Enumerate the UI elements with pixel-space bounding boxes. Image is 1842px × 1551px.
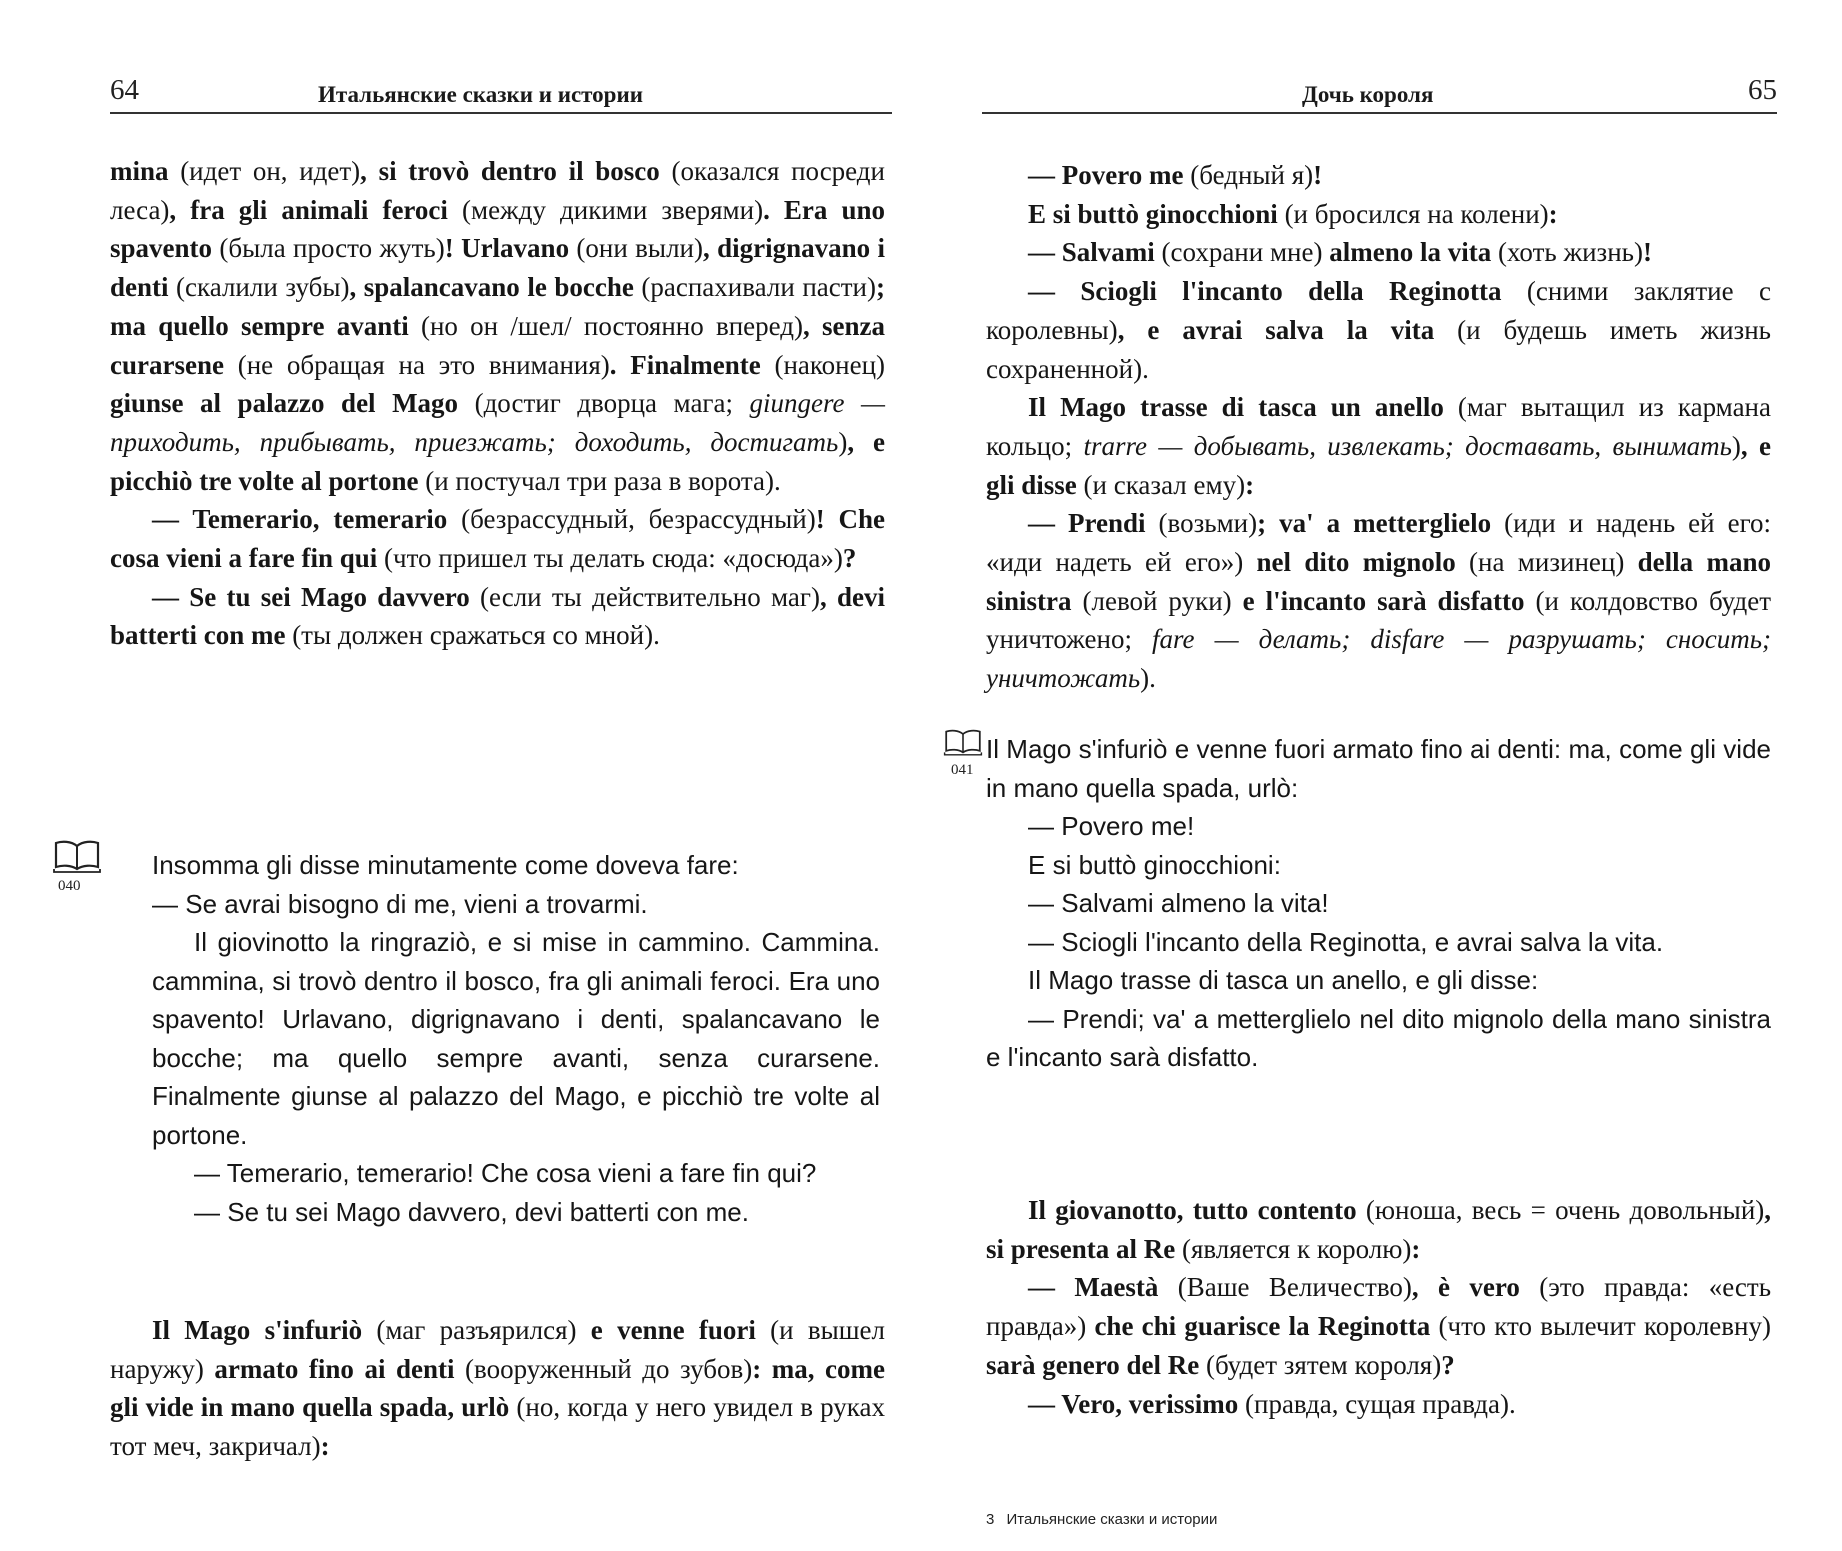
russian-gloss: (достиг дворца мага;	[458, 388, 750, 419]
paragraph	[110, 500, 885, 577]
running-title: Итальянские сказки и истории	[318, 82, 643, 107]
italian-phrase: Il giovanotto, tutto contento	[1028, 1195, 1357, 1225]
italian-phrase: , è vero	[1411, 1272, 1520, 1303]
annotated-text-block	[986, 156, 1771, 698]
paragraph	[110, 1311, 885, 1466]
italian-phrase: Il Mago trasse di tasca un anello	[1028, 392, 1444, 423]
russian-gloss: (на мизинец)	[1455, 547, 1638, 578]
italian-phrase: e l'incanto sarà disfatto	[1242, 585, 1525, 616]
russian-gloss: )	[838, 426, 848, 457]
italian-phrase: ! Che cosa vieni a fare fin qui	[110, 504, 885, 574]
russian-gloss: (бедный я)	[1183, 160, 1314, 190]
italian-phrase: — Se tu sei Mago davvero	[152, 581, 470, 612]
italian-phrase: , e gli disse	[986, 430, 1771, 500]
annotated-text-block	[986, 1191, 1771, 1423]
paragraph	[986, 195, 1771, 234]
russian-gloss: (Ваше Величество)	[1158, 1272, 1412, 1303]
paragraph	[986, 504, 1771, 698]
italian-phrase: ; ma quello sempre avanti	[110, 272, 885, 341]
page-footer	[986, 1511, 1217, 1528]
page-header	[982, 74, 1777, 118]
header-rule	[982, 112, 1777, 114]
russian-gloss: (оказался посреди леса)	[110, 156, 885, 225]
italian-phrase: che chi guarisce la Reginotta	[1094, 1311, 1431, 1342]
paragraph: E si buttò ginocchioni:	[1028, 849, 1281, 880]
russian-gloss: (и сказал ему)	[1076, 469, 1246, 500]
audio-track-marker[interactable]	[52, 838, 112, 895]
russian-gloss: (иди и надень ей его: «иди надеть ей его»)	[986, 508, 1772, 578]
annotated-text-block	[110, 1311, 885, 1466]
paragraph	[986, 1268, 1771, 1384]
russian-gloss: (является к королю)	[1175, 1233, 1412, 1264]
russian-gloss: (и бросился на колени)	[1277, 198, 1549, 229]
italian-phrase: : ma, come gli vide in mano quella spada, urlò	[110, 1353, 885, 1423]
russian-gloss: (левой руки)	[1071, 585, 1243, 616]
russian-gloss: (маг разъярился)	[362, 1315, 591, 1345]
russian-gloss: (ты должен сражаться со мной).	[285, 620, 660, 651]
paragraph: — Povero me!	[1028, 811, 1195, 841]
paragraph	[986, 156, 1771, 195]
russian-gloss: (безрассудный, безрассудный)	[447, 504, 816, 535]
italian-phrase: , devi batterti con me	[110, 581, 885, 651]
italian-phrase: , digrignavano i denti	[110, 233, 885, 303]
paragraph	[986, 272, 1771, 388]
plain-text-block	[152, 846, 880, 1231]
paragraph	[110, 152, 885, 500]
italian-phrase: della mano sinistra	[986, 547, 1771, 616]
paragraph: — Temerario, temerario! Che cosa vieni a fare fin qui?	[194, 1158, 817, 1188]
italian-phrase: :	[1548, 198, 1558, 229]
russian-gloss: (они выли)	[569, 233, 703, 264]
russian-gloss: (не обращая на это внимания)	[223, 349, 610, 380]
page-number: 64	[110, 74, 139, 106]
italian-phrase: , senza curarsene	[110, 310, 886, 380]
italian-phrase: , e avrai salva la vita	[1117, 314, 1435, 345]
russian-gloss: (возьми)	[1145, 508, 1258, 539]
italian-phrase: , si presenta al Re	[986, 1195, 1772, 1264]
russian-gloss: (распахивали пасти)	[633, 272, 876, 303]
annotated-text-block	[110, 152, 885, 655]
russian-gloss: (сохрани мне)	[1154, 237, 1330, 268]
paragraph: Il Mago s'infuriò e venne fuori armato fino ai denti: ma, come gli vide in mano quella spada, urlò:	[986, 734, 1771, 803]
paragraph: Il Mago trasse di tasca un anello, e gli disse:	[1028, 965, 1539, 995]
paragraph: — Prendi; va' a metterglielo nel dito mignolo della mano sinistra e l'incanto sarà disfatto.	[986, 1003, 1771, 1072]
dictionary-note: trarre — добывать, извлекать; доставать, вынимать	[1083, 430, 1732, 461]
page-number: 65	[1748, 74, 1777, 106]
italian-phrase: ! Urlavano	[444, 233, 570, 264]
italian-phrase: nel dito mignolo	[1256, 547, 1456, 578]
italian-phrase: E si buttò ginocchioni	[1028, 198, 1278, 229]
paragraph: — Se tu sei Mago davvero, devi batterti con me.	[194, 1196, 749, 1227]
russian-gloss: (это правда: «есть правда»)	[986, 1272, 1772, 1342]
russian-gloss: (юноша, весь = очень довольный)	[1356, 1195, 1765, 1225]
italian-phrase: , e picchiò tre volte al portone	[110, 426, 885, 496]
italian-phrase: — Sciogli l'incanto della Reginotta	[1028, 276, 1502, 307]
italian-phrase: . Finalmente	[609, 349, 761, 380]
italian-phrase: :	[1411, 1233, 1421, 1264]
plain-text-block	[986, 730, 1771, 1077]
italian-phrase: sarà genero del Re	[986, 1349, 1200, 1380]
italian-phrase: — Temerario, temerario	[152, 504, 448, 535]
russian-gloss: (если ты действительно маг)	[469, 581, 820, 612]
audio-track-number: 040	[58, 878, 81, 894]
paragraph	[986, 1385, 1771, 1424]
dictionary-note: giungere — приходить, прибывать, приезжать; доходить, достигать	[110, 388, 886, 457]
russian-gloss: (будет зятем короля)	[1199, 1349, 1442, 1380]
italian-phrase: ; va' a metterglielo	[1257, 508, 1492, 539]
paragraph	[986, 233, 1771, 272]
open-book-icon	[52, 838, 102, 874]
paragraph: — Se avrai bisogno di me, vieni a trovarmi.	[152, 888, 648, 919]
russian-gloss: (но, когда у него увидел в руках тот меч, закричал)	[110, 1392, 886, 1462]
italian-phrase: , fra gli animali feroci	[169, 194, 448, 225]
open-book-icon	[943, 726, 983, 758]
italian-phrase: — Maestà	[1028, 1272, 1159, 1303]
signature-mark: 3	[986, 1511, 995, 1528]
russian-gloss: (наконец)	[760, 349, 886, 380]
russian-gloss: (была просто жуть)	[212, 233, 445, 264]
italian-phrase: — Salvami	[1028, 237, 1155, 268]
russian-gloss: (скалили зубы)	[168, 272, 350, 303]
header-rule	[110, 112, 892, 114]
russian-gloss: (но он /шел/ постоянно вперед)	[408, 310, 804, 341]
italian-phrase: giunse al palazzo del Mago	[110, 388, 459, 419]
russian-gloss: (и вышел наружу)	[110, 1315, 886, 1384]
italian-phrase: :	[1245, 469, 1255, 500]
paragraph: — Salvami almeno la vita!	[1028, 888, 1329, 918]
russian-gloss: (сними заклятие с королевны)	[986, 276, 1771, 345]
russian-gloss: (и постучал три раза в ворота).	[418, 465, 781, 496]
running-title: Дочь короля	[1302, 82, 1434, 107]
paragraph	[110, 578, 885, 655]
italian-phrase: — Povero me	[1028, 160, 1184, 190]
italian-phrase: mina	[110, 156, 169, 186]
russian-gloss: (вооруженный до зубов)	[454, 1353, 753, 1384]
italian-phrase: — Prendi	[1028, 508, 1146, 539]
paragraph: Insomma gli disse minutamente come doveva fare:	[152, 850, 739, 880]
italian-phrase: !	[1642, 237, 1652, 268]
italian-phrase: , spalancavano le bocche	[349, 272, 634, 303]
paragraph	[986, 1191, 1771, 1268]
italian-phrase: ?	[1441, 1349, 1455, 1380]
russian-gloss: (между дикими зверями)	[447, 194, 764, 225]
russian-gloss: (маг вытащил из кармана кольцо;	[986, 392, 1771, 461]
russian-gloss: (идет он, идет)	[168, 156, 361, 186]
paragraph: — Sciogli l'incanto della Reginotta, e avrai salva la vita.	[1028, 926, 1664, 957]
italian-phrase: — Vero, verissimo	[1028, 1388, 1239, 1419]
russian-gloss: ).	[1140, 663, 1156, 694]
paragraph	[986, 388, 1771, 504]
italian-phrase: ?	[842, 543, 857, 574]
russian-gloss: (хоть жизнь)	[1491, 237, 1643, 268]
italian-phrase: armato fino ai denti	[214, 1353, 455, 1384]
italian-phrase: , si trovò dentro il bosco	[360, 156, 660, 186]
italian-phrase: . Era uno spavento	[110, 194, 885, 264]
audio-track-number: 041	[951, 762, 974, 778]
russian-gloss: (что кто вылечит королевну)	[1430, 1311, 1771, 1342]
russian-gloss: (и колдовство будет уничтожено;	[986, 585, 1771, 655]
russian-gloss: (что пришел ты делать сюда: «досюда»)	[377, 543, 843, 574]
russian-gloss: (и будешь иметь жизнь сохраненной).	[986, 314, 1771, 384]
italian-phrase: Il Mago s'infuriò	[152, 1315, 363, 1345]
russian-gloss: )	[1731, 430, 1741, 461]
italian-phrase: e venne fuori	[590, 1315, 756, 1345]
right-page	[921, 0, 1842, 1551]
italian-phrase: almeno la vita	[1329, 237, 1492, 268]
paragraph: Il giovinotto la ringraziò, e si mise in cammino. Cammina. cammina, si trovò dentro il bosco, fra gli animali feroci. Era uno spavento! Urlavano, digrignavano i denti, spalancavano le bocche; ma quello sempre avanti, senza curarsene. Finalmente giunse al palazzo del Mago, e picchiò tre volte al portone.	[152, 927, 880, 1150]
dictionary-note: fare — делать; disfare — разрушать; сносить; уничтожать	[986, 624, 1771, 694]
page-header	[110, 74, 892, 118]
footer-book-title: Итальянские сказки и истории	[1006, 1511, 1218, 1528]
italian-phrase: !	[1313, 160, 1323, 190]
russian-gloss: (правда, сущая правда).	[1238, 1388, 1516, 1419]
italian-phrase: :	[320, 1431, 330, 1462]
